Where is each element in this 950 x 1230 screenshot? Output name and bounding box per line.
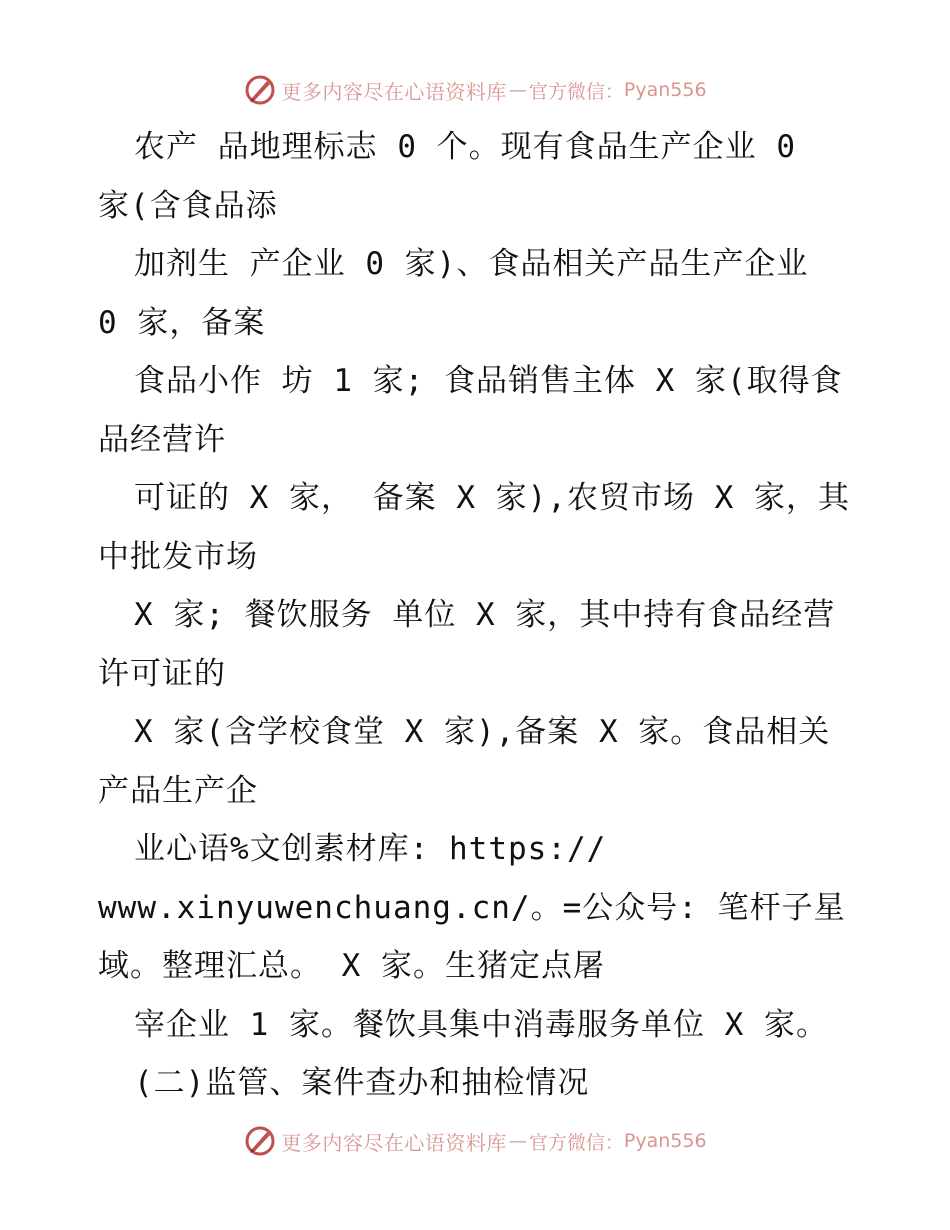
text-line: 加剂生 产企业 0 家)、食品相关产品生产企业 (134, 246, 809, 282)
text-line: 食品小作 坊 1 家; 食品销售主体 X 家(取得食 (134, 363, 843, 399)
text-line: 域。整理汇总。 X 家。生猪定点屠 (98, 948, 605, 984)
text-line: 许可证的 (98, 655, 226, 692)
watermark-contact-label: 官方微信： (528, 80, 624, 103)
text-line: X 家; 餐饮服务 单位 X 家，其中持有食品经营 (134, 597, 836, 633)
watermark-separator: — (508, 79, 527, 101)
footer-watermark (0, 1121, 950, 1161)
text-line: X 家(含学校食堂 X 家),备案 X 家。食品相关 (134, 714, 831, 750)
text-line: 可证的 X 家， 备案 X 家),农贸市场 X 家，其 (134, 480, 850, 516)
document-body (98, 118, 898, 1113)
text-line: 0 家，备案 (98, 304, 266, 341)
watermark-contact-label: 官方微信： (528, 1131, 624, 1154)
watermark-main-text: 更多内容尽在心语资料库 (281, 1130, 507, 1155)
text-line: 宰企业 1 家。餐饮具集中消毒服务单位 X 家。 (134, 1006, 828, 1043)
text-line: 产品生产企 (98, 772, 258, 809)
watermark-contact-id: Pyan556 (623, 79, 707, 101)
header-watermark (0, 70, 950, 110)
watermark-contact-id: Pyan556 (623, 1130, 707, 1152)
pen-circle-logo-icon (243, 73, 277, 107)
text-line: 业心语%文创素材库: https:// (134, 831, 607, 867)
text-line: 品经营许 (98, 421, 226, 458)
watermark-separator: — (508, 1130, 527, 1152)
text-line: 农产 品地理标志 0 个。现有食品生产企业 0 (134, 129, 796, 165)
text-line: 中批发市场 (98, 538, 258, 575)
text-line: www.xinyuwenchuang.cn/。=公众号: 笔杆子星 (98, 889, 846, 926)
watermark-main-text: 更多内容尽在心语资料库 (281, 79, 507, 104)
text-line: 家(含食品添 (98, 187, 278, 224)
pen-circle-logo-icon (243, 1124, 277, 1158)
section-heading: (二)监管、案件查办和抽检情况 (134, 1065, 590, 1101)
